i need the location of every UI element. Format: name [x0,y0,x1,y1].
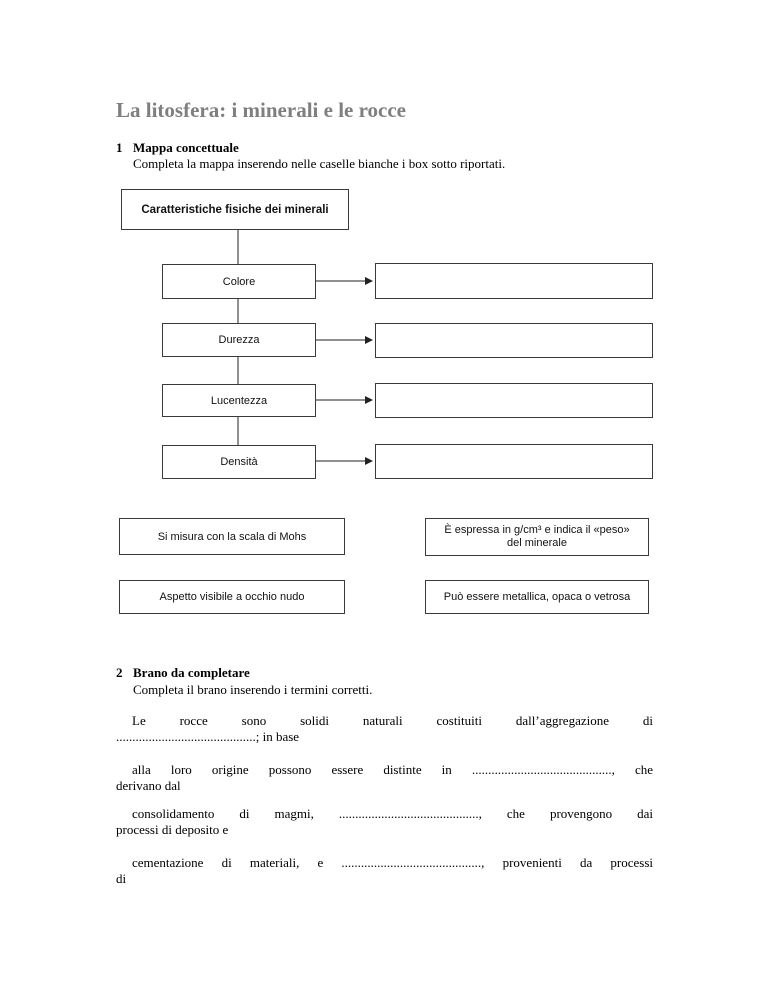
section-1-number: 1 [116,140,123,155]
line-3b: processi di deposito e [116,822,229,837]
section-1-title: Mappa concettuale [133,140,239,155]
line-1a: Le rocce sono solidi naturali costituiti dall’aggregazione di [132,713,653,728]
paragraph-line-2 [116,762,653,794]
property-lucentezza: Lucentezza [162,384,316,417]
line-4b: di [116,871,127,886]
line-1b: ...........................................; in base [116,729,300,744]
option-mohs[interactable]: Si misura con la scala di Mohs [119,518,345,555]
page-title: La litosfera: i minerali e le rocce [116,98,407,122]
section-2-instruction: Completa il brano inserendo i termini corretti. [133,682,373,697]
paragraph-line-1 [116,713,653,745]
paragraph-line-4 [116,855,653,887]
answer-box-durezza[interactable] [375,323,653,358]
line-2b: derivano dal [116,778,181,793]
line-2a: alla loro origine possono essere distinte in ..........................................., che [132,762,653,777]
section-2-heading [116,665,250,681]
section-2-title: Brano da completare [133,665,250,680]
option-densita[interactable]: È espressa in g/cm³ e indica il «peso» del minerale [425,518,649,556]
paragraph-line-3 [116,806,653,838]
map-header-box: Caratteristiche fisiche dei minerali [121,189,349,230]
answer-box-colore[interactable] [375,263,653,299]
answer-box-lucentezza[interactable] [375,383,653,418]
section-2-number: 2 [116,665,123,680]
section-1-instruction: Completa la mappa inserendo nelle caselle bianche i box sotto riportati. [133,156,506,171]
option-occhio-nudo[interactable]: Aspetto visibile a occhio nudo [119,580,345,614]
property-durezza: Durezza [162,323,316,357]
option-lucentezza[interactable]: Può essere metallica, opaca o vetrosa [425,580,649,614]
line-4a: cementazione di materiali, e ..........................................., provenienti da processi [132,855,653,870]
property-densita: Densità [162,445,316,479]
property-colore: Colore [162,264,316,299]
answer-box-densita[interactable] [375,444,653,479]
line-3a: consolidamento di magmi, ..........................................., che provengono dai [132,806,653,821]
